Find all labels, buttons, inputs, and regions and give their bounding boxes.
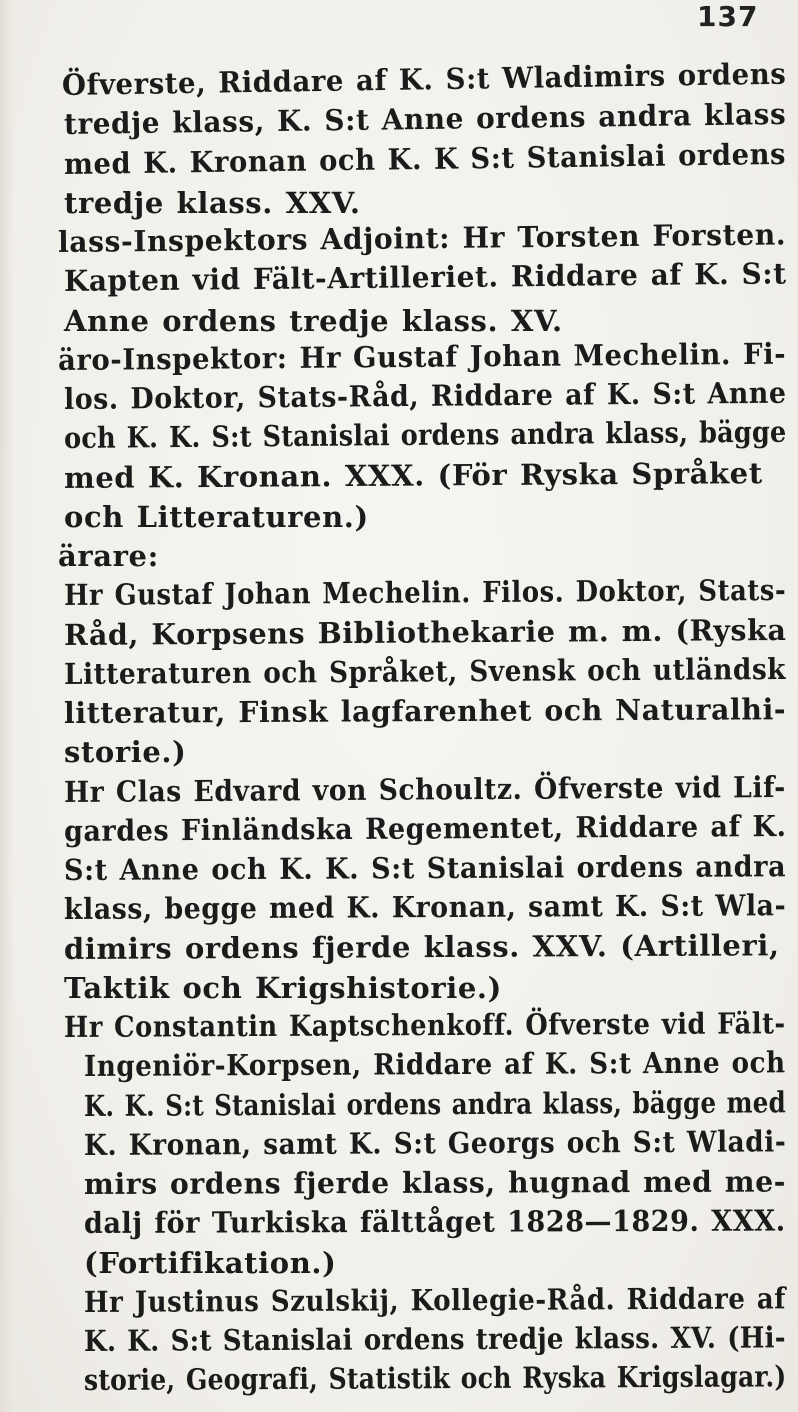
text-line: och Litteraturen.) [64,499,369,534]
text-line: Hr Clas Edvard von Schoultz. Öfverste vid Lif- [63,769,786,809]
text-line: ärare: [58,539,159,573]
text-line: äro-Inspektor: Hr Gustaf Johan Mechelin. Fi- [57,336,787,377]
text-line: Hr Constantin Kaptschenkoff. Öfverste vid Fält- [63,1006,786,1044]
text-line: Råd, Korpsens Bibliothekarie m. m. (Ryska [63,612,787,652]
text-line: storie, Geografi, Statistik och Ryska Krigslagar.) [83,1359,787,1398]
text-line: och K. K. S:t Stanislai ordens andra klass, bägge [63,414,787,456]
text-line: tredje klass, K. S:t Anne ordens andra klass [63,97,787,142]
text-line: Hr Justinus Szulskij, Kollegie-Råd. Riddare af [83,1281,787,1319]
text-line: los. Doktor, Stats-Råd, Riddare af K. S:t Anne [63,375,787,416]
text-line: Kapten vid Fält-Artilleriet. Riddare af K. S:t [63,256,787,299]
text-line: gardes Finländska Regementet, Riddare af K. [63,808,787,848]
text-line: dimirs ordens fjerde klass. XXV. (Artilleri, [63,927,780,966]
text-line: storie.) [64,735,187,770]
text-line: Taktik och Krigshistorie.) [64,970,502,1005]
page-gutter-shadow [0,0,14,1412]
text-line: Ingeniör-Korpsen, Riddare af K. S:t Anne och [83,1045,786,1084]
text-line: (Fortifikation.) [84,1245,337,1280]
text-line: Öfverste, Riddare af K. S:t Wladimirs ordens [61,56,787,102]
text-line: klass, begge med K. Kronan, samt K. S:t Wla- [63,888,787,927]
text-line: S:t Anne och K. K. S:t Stanislai ordens andra [63,849,787,887]
page-number: 137 [697,0,759,33]
text-line: Anne ordens tredje klass. XV. [64,303,563,338]
text-line: litteratur, Finsk lagfarenhet och Naturalhi- [63,692,787,730]
text-line: Hr Gustaf Johan Mechelin. Filos. Doktor, Stats- [63,573,787,613]
text-line: K. K. S:t Stanislai ordens andra klass, bägge med [83,1084,786,1123]
text-line: lass-Inspektors Adjoint: Hr Torsten Forsten. [57,217,787,259]
text-line: dalj för Turkiska fälttåget 1828—1829. XXX. [83,1203,786,1241]
text-line: mirs ordens fjerde klass, hugnad med me- [83,1164,787,1201]
text-line: med K. Kronan. XXX. (För Ryska Språket [63,455,763,495]
text-line: med K. Kronan och K. K S:t Stanislai ordens [63,136,787,181]
text-line: K. Kronan, samt K. S:t Georgs och S:t Wladi- [83,1124,787,1162]
page-body-text [57,56,787,1401]
text-line: tredje klass. XXV. [64,185,361,220]
text-line: Litteraturen och Språket, Svensk och utländsk [63,651,787,691]
text-line: K. K. S:t Stanislai ordens tredje klass. XV. (Hi- [83,1320,786,1358]
